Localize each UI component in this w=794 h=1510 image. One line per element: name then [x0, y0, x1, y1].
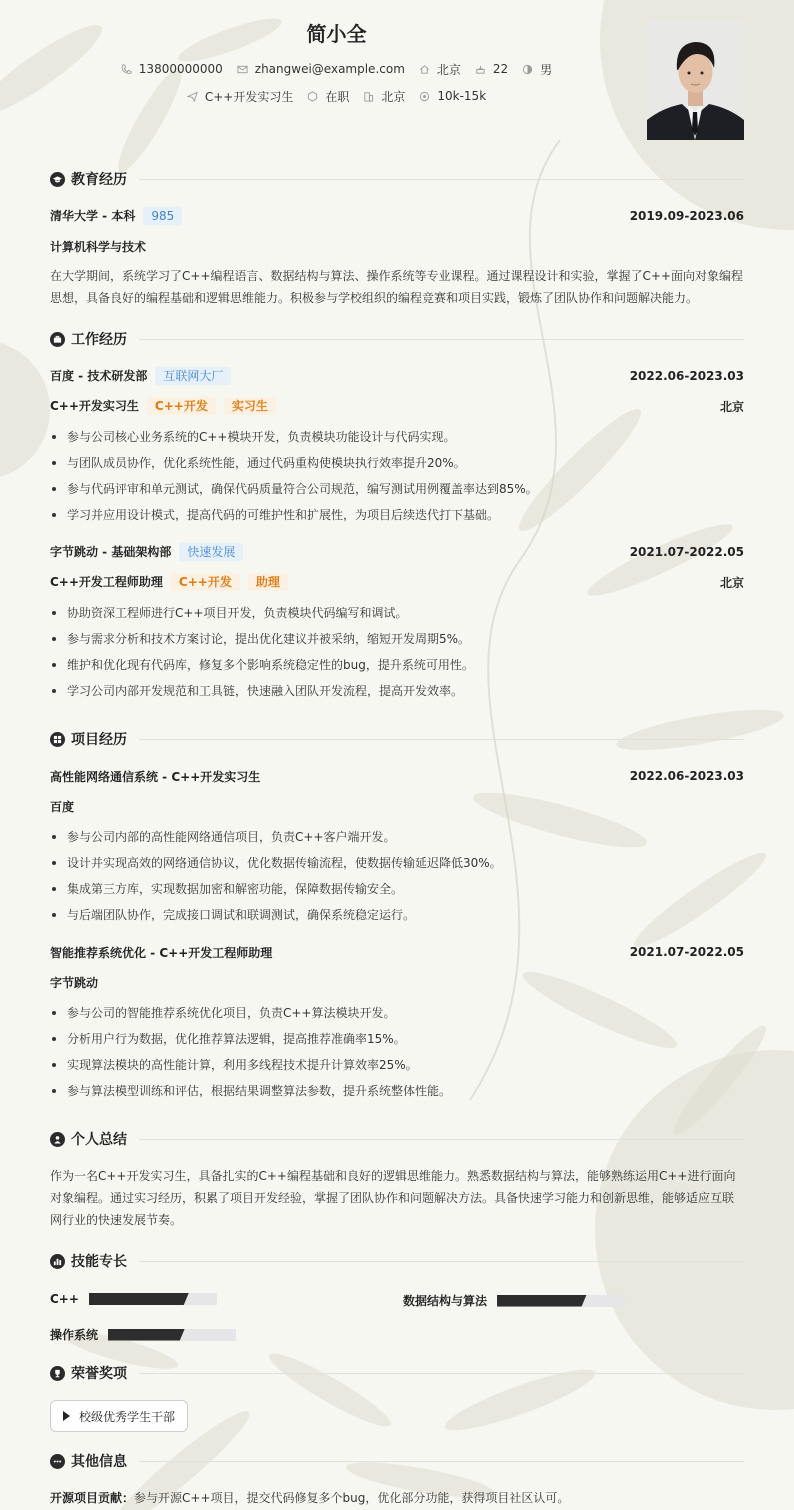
skill-name: 数据结构与算法	[403, 1294, 488, 1308]
role-tag: C++开发	[147, 397, 216, 415]
bar-chart-icon	[50, 1254, 65, 1269]
contact-row	[0, 60, 673, 78]
section-projects	[50, 729, 744, 749]
section-title: 荣誉奖项	[71, 1366, 127, 1382]
role-title: C++开发工程师助理	[50, 575, 163, 589]
work-date: 2022.06-2023.03	[629, 369, 744, 383]
candidate-name: 简小全	[306, 22, 367, 46]
company-tag: 互联网大厂	[155, 367, 231, 385]
target-city-text: 北京	[381, 89, 406, 104]
skill-bar	[89, 1293, 217, 1305]
project-org: 字节跳动	[50, 975, 99, 990]
section-skills	[50, 1251, 744, 1271]
list-item: 分析用户行为数据，优化推荐算法逻辑，提高推荐准确率15%。	[50, 1026, 744, 1052]
education-description: 在大学期间，系统学习了C++编程语言、数据结构与算法、操作系统等专业课程。通过课程设计和实验，掌握了C++面向对象编程思想，具备良好的编程基础和逻辑思维能力。积极参与学校组织的编程竞赛和项目实践，锻炼了团队协作和问题解决能力。	[50, 269, 743, 305]
award-label: 校级优秀学生干部	[79, 1409, 176, 1424]
award-item[interactable]	[50, 1400, 188, 1432]
list-item: 参与算法模型训练和评估，根据结果调整算法参数，提升系统整体性能。	[50, 1078, 744, 1104]
company-name: 百度 - 技术研发部	[50, 369, 148, 383]
project-org-row	[50, 796, 744, 816]
role-tag: 实习生	[224, 397, 276, 415]
project-bullets	[50, 824, 744, 928]
project-title: 高性能网络通信系统 - C++开发实习生	[50, 769, 261, 784]
summary-text: 作为一名C++开发实习生，具备扎实的C++编程基础和良好的逻辑思维能力。熟悉数据结构与算法，能够熟练运用C++进行面向对象编程。通过实习经历，积累了项目开发经验，掌握了团队协作和问题解决方法。具备快速学习能力和创新思维，能够适应互联网行业的快速发展节奏。	[50, 1169, 736, 1227]
more-icon	[50, 1454, 65, 1469]
section-title: 项目经历	[71, 732, 127, 748]
major: 计算机科学与技术	[50, 239, 147, 254]
other-info	[50, 1487, 744, 1509]
section-title: 其他信息	[71, 1454, 127, 1470]
role-tag: C++开发	[171, 573, 240, 591]
divider	[139, 1461, 744, 1462]
section-other	[50, 1451, 744, 1471]
home-icon	[419, 64, 430, 75]
gender-icon	[522, 64, 533, 75]
project-date: 2021.07-2022.05	[629, 945, 744, 959]
list-item: 实现算法模块的高性能计算，利用多线程技术提升计算效率25%。	[50, 1052, 744, 1078]
project-date: 2022.06-2023.03	[629, 769, 744, 783]
work-item-header	[50, 542, 744, 562]
skill-item	[50, 1326, 236, 1343]
skill-bar	[108, 1329, 236, 1341]
other-text: 参与开源C++项目，提交代码修复多个bug，优化部分功能，获得项目社区认可。	[134, 1491, 570, 1505]
list-item: 与团队成员协作，优化系统性能，通过代码重构使模块执行效率提升20%。	[50, 450, 744, 476]
list-item: 参与公司内部的高性能网络通信项目，负责C++客户端开发。	[50, 824, 744, 850]
list-item: 参与公司核心业务系统的C++模块开发，负责模块功能设计与代码实现。	[50, 424, 744, 450]
list-item: 协助资深工程师进行C++项目开发，负责模块代码编写和调试。	[50, 600, 744, 626]
divider	[139, 339, 744, 340]
section-awards	[50, 1363, 744, 1383]
company-name: 字节跳动 - 基础架构部	[50, 545, 172, 559]
intent-row	[0, 87, 673, 105]
work-role-row	[50, 572, 744, 592]
job-target-text: C++开发实习生	[204, 89, 294, 104]
divider	[139, 179, 744, 180]
section-education	[50, 169, 744, 189]
work-date: 2021.07-2022.05	[629, 545, 744, 559]
project-header	[50, 942, 744, 962]
skill-bar-fill	[497, 1295, 587, 1307]
role-title: C++开发实习生	[50, 399, 139, 413]
work-city: 北京	[719, 399, 744, 414]
status-icon	[307, 91, 318, 102]
section-title: 工作经历	[71, 332, 127, 348]
list-item: 学习公司内部开发规范和工具链，快速融入团队开发流程，提高开发效率。	[50, 678, 744, 704]
list-item: 设计并实现高效的网络通信协议，优化数据传输流程，使数据传输延迟降低30%。	[50, 850, 744, 876]
divider	[139, 1139, 744, 1140]
briefcase-icon	[50, 332, 65, 347]
role-tag: 助理	[248, 573, 288, 591]
other-label: 开源项目贡献：	[50, 1491, 135, 1505]
section-title: 技能专长	[71, 1254, 127, 1270]
skill-name: C++	[50, 1292, 79, 1306]
list-item: 集成第三方库，实现数据加密和解密功能，保障数据传输安全。	[50, 876, 744, 902]
education-date: 2019.09-2023.06	[629, 209, 744, 223]
education-header	[50, 206, 744, 226]
divider	[139, 739, 744, 740]
profile-photo	[647, 20, 744, 140]
cake-icon	[475, 64, 486, 75]
list-item: 参与需求分析和技术方案讨论，提出优化建议并被采纳，缩短开发周期5%。	[50, 626, 744, 652]
phone-icon	[121, 64, 132, 75]
project-bullets	[50, 1000, 744, 1104]
play-icon	[63, 1411, 70, 1421]
skill-bar-fill	[108, 1329, 185, 1341]
mail-icon	[237, 64, 248, 75]
city-text: 北京	[436, 62, 461, 77]
divider	[139, 1373, 744, 1374]
skill-item	[403, 1292, 625, 1309]
skill-bar-fill	[89, 1293, 189, 1305]
building-icon	[363, 91, 374, 102]
salary-text: 10k-15k	[437, 89, 487, 103]
school-name: 清华大学 - 本科	[50, 209, 136, 223]
project-title: 智能推荐系统优化 - C++开发工程师助理	[50, 945, 273, 960]
section-title: 教育经历	[71, 172, 127, 188]
gender-text: 男	[540, 62, 553, 77]
send-icon	[187, 91, 198, 102]
work-item-header	[50, 366, 744, 386]
skill-name: 操作系统	[50, 1328, 99, 1342]
grid-icon	[50, 732, 65, 747]
project-header	[50, 766, 744, 786]
project-org-row	[50, 972, 744, 992]
company-tag: 快速发展	[179, 543, 243, 561]
school-tag: 985	[143, 207, 182, 225]
list-item: 参与代码评审和单元测试，确保代码质量符合公司规范，编写测试用例覆盖率达到85%。	[50, 476, 744, 502]
work-role-row	[50, 396, 744, 416]
work-city: 北京	[719, 575, 744, 590]
section-title: 个人总结	[71, 1132, 127, 1148]
age-text: 22	[492, 62, 509, 76]
project-org: 百度	[50, 799, 75, 814]
list-item: 与后端团队协作，完成接口调试和联调测试，确保系统稳定运行。	[50, 902, 744, 928]
section-work	[50, 329, 744, 349]
work-bullets	[50, 424, 744, 528]
phone-text: 13800000000	[138, 62, 223, 76]
skill-item	[50, 1292, 217, 1306]
graduation-cap-icon	[50, 172, 65, 187]
list-item: 维护和优化现有代码库，修复多个影响系统稳定性的bug，提升系统可用性。	[50, 652, 744, 678]
divider	[139, 1261, 744, 1262]
user-icon	[50, 1132, 65, 1147]
skill-bar	[497, 1295, 625, 1307]
trophy-icon	[50, 1366, 65, 1381]
list-item: 学习并应用设计模式，提高代码的可维护性和扩展性，为项目后续迭代打下基础。	[50, 502, 744, 528]
section-summary	[50, 1129, 744, 1149]
list-item: 参与公司的智能推荐系统优化项目，负责C++算法模块开发。	[50, 1000, 744, 1026]
status-text: 在职	[325, 89, 350, 104]
major-row	[50, 236, 744, 256]
work-bullets	[50, 600, 744, 704]
salary-icon	[419, 91, 430, 102]
email-text: zhangwei@example.com	[254, 62, 405, 76]
